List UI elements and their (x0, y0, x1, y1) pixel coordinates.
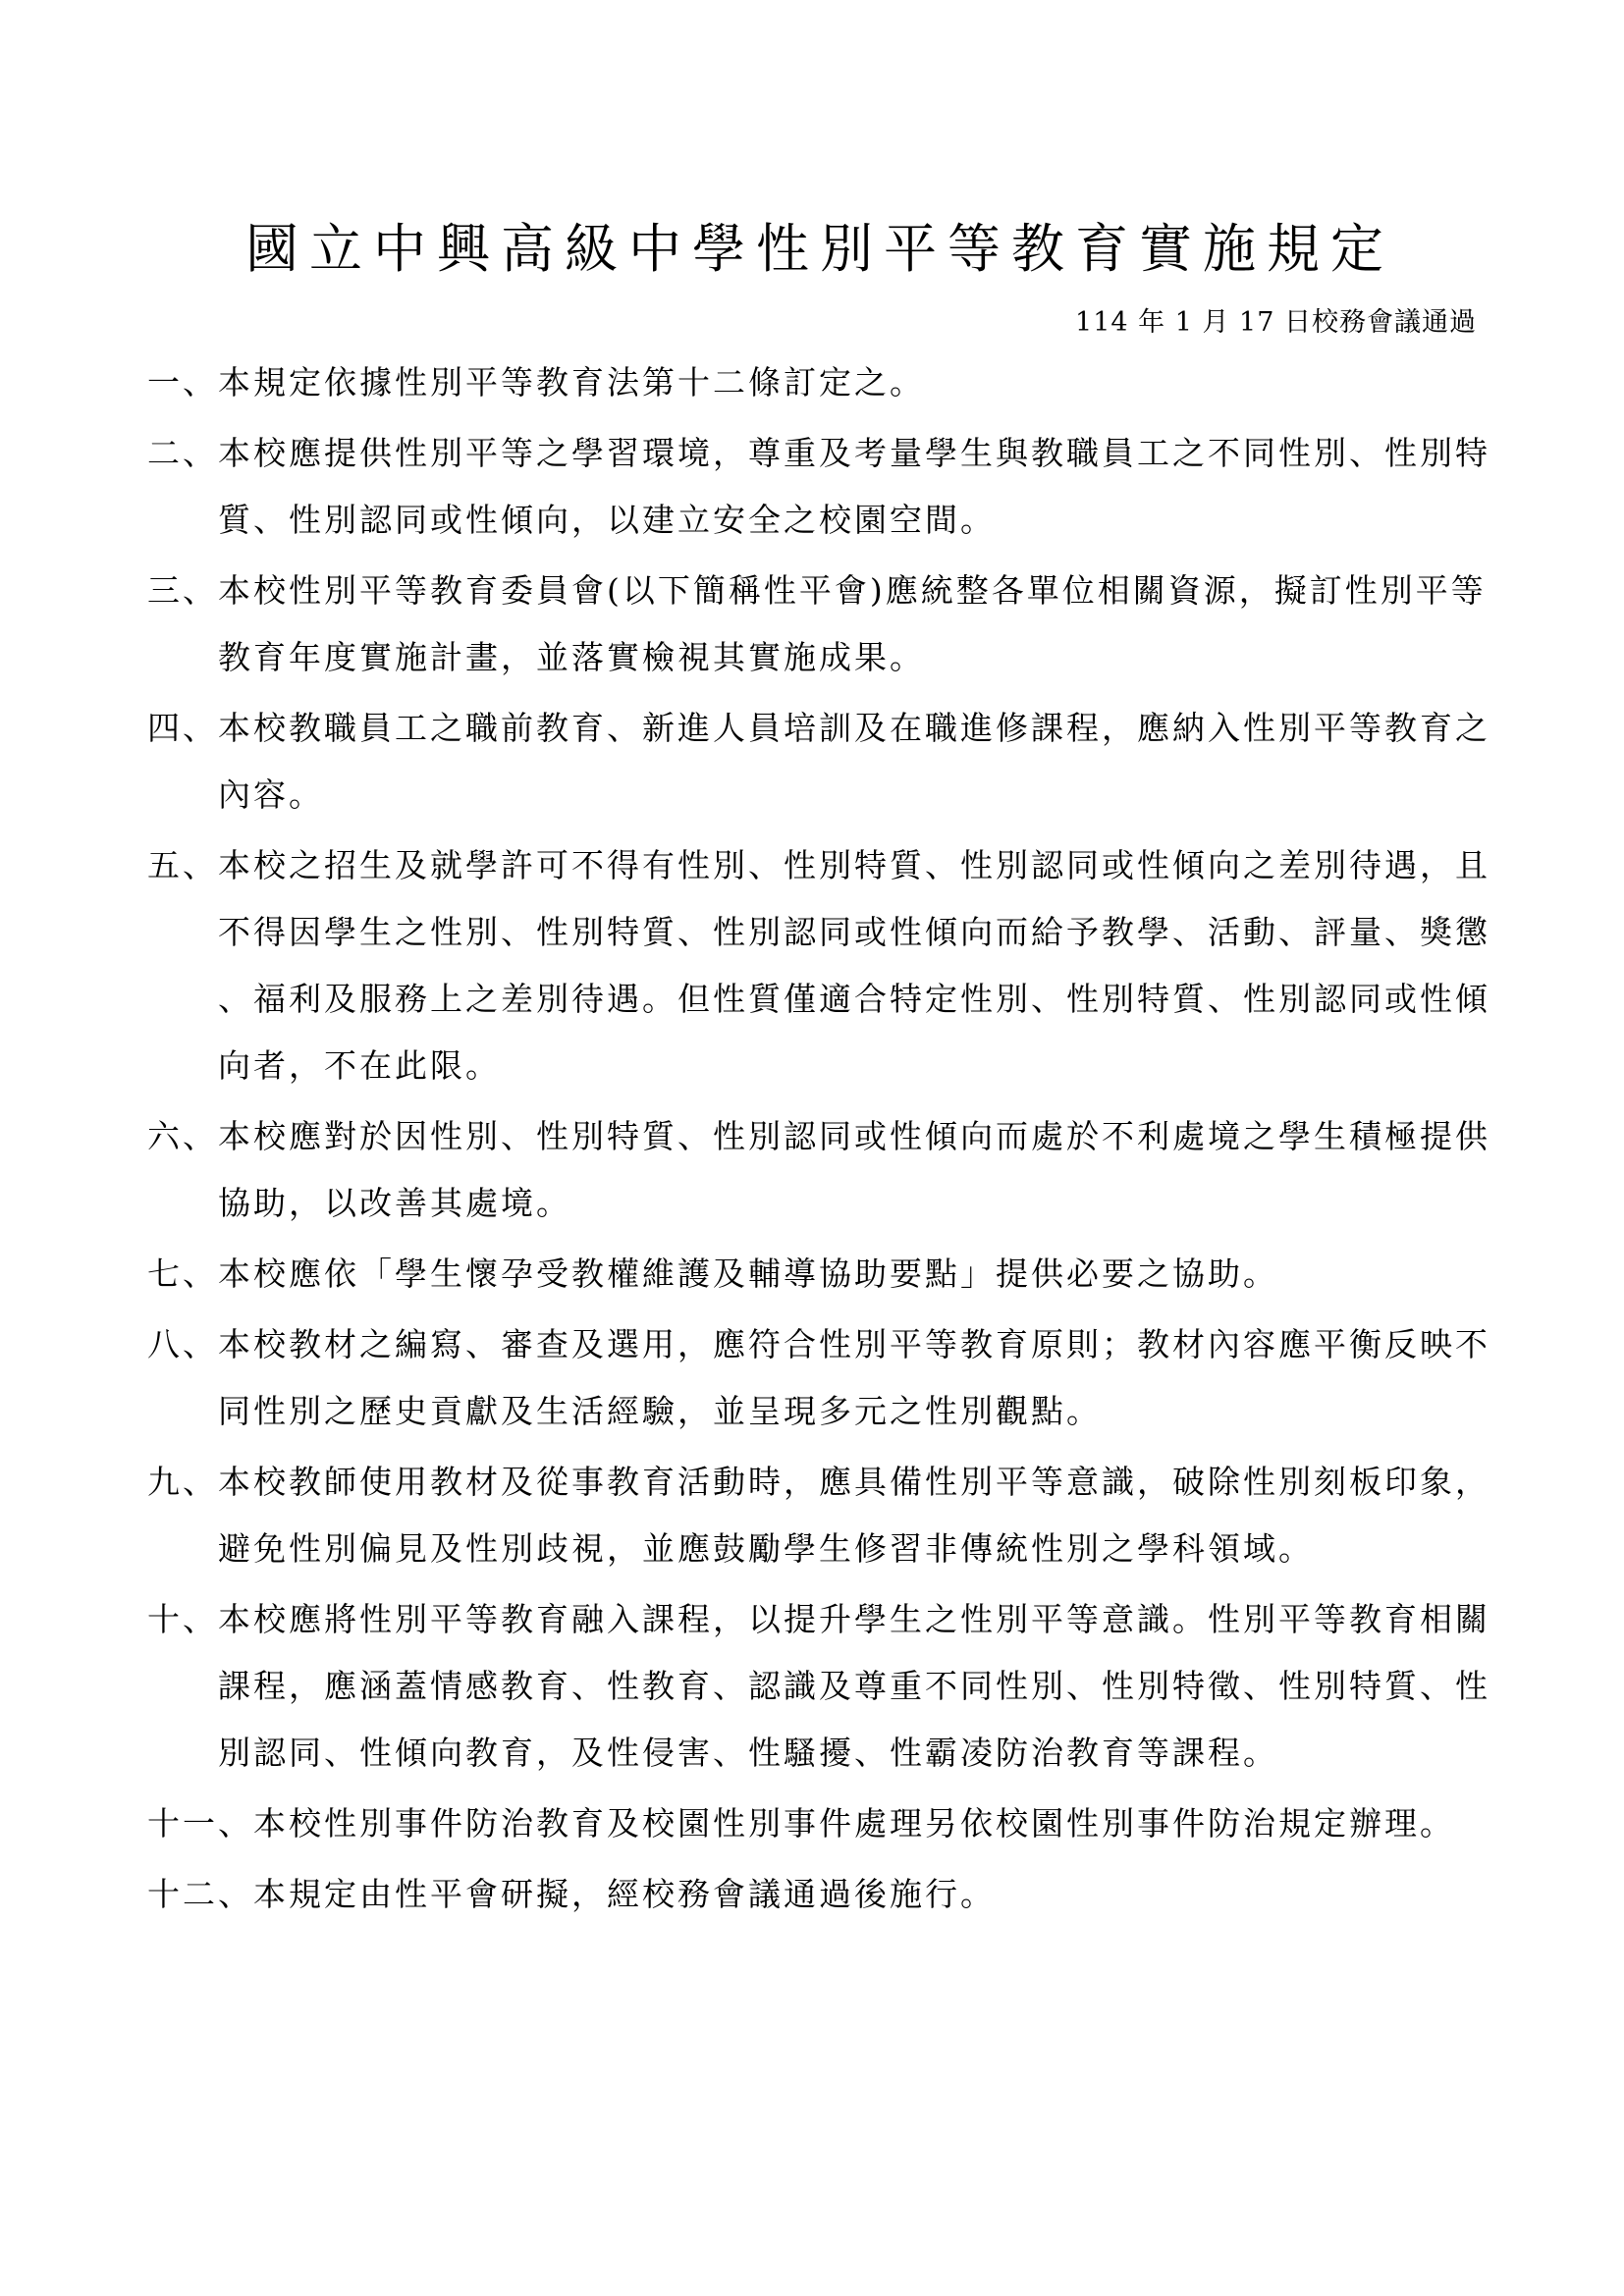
article-text: 本規定依據性別平等教育法第十二條訂定之。 (218, 363, 925, 401)
approval-note: 114 年 1 月 17 日校務會議通過 (1075, 307, 1477, 338)
article-text: 本校教材之編寫、審查及選用，應符合性別平等教育原則；教材內容應平衡反映不同性別之歷史貢獻及生活經驗，並呈現多元之性別觀點。 (218, 1325, 1490, 1430)
article-item (147, 1861, 1512, 1928)
document-title: 國立中興高級中學性別平等教育實施規定 (245, 218, 1394, 280)
article-text: 本校應將性別平等教育融入課程，以提升學生之性別平等意識。性別平等教育相關課程，應涵蓋情感教育、性教育、認識及尊重不同性別、性別特徵、性別特質、性別認同、性傾向教育，及性侵害、性騷擾、性霸凌防治教育等課程。 (218, 1600, 1490, 1772)
article-number: 八、 (147, 1325, 218, 1363)
article-text: 本規定由性平會研擬，經校務會議通過後施行。 (253, 1875, 996, 1913)
article-item (147, 1586, 1512, 1787)
article-text: 本校應提供性別平等之學習環境，尊重及考量學生與教職員工之不同性別、性別特質、性別認同或性傾向，以建立安全之校園空間。 (218, 434, 1490, 539)
article-number: 六、 (147, 1117, 218, 1155)
article-number: 七、 (147, 1255, 218, 1293)
article-text: 本校性別事件防治教育及校園性別事件處理另依校園性別事件防治規定辦理。 (253, 1804, 1455, 1842)
article-number: 三、 (147, 571, 218, 610)
article-text: 本校教師使用教材及從事教育活動時，應具備性別平等意識，破除性別刻板印象，避免性別偏見及性別歧視，並應鼓勵學生修習非傳統性別之學科領域。 (218, 1463, 1490, 1568)
article-list (147, 349, 1512, 1932)
article-text: 本校之招生及就學許可不得有性別、性別特質、性別認同或性傾向之差別待遇，且不得因學生之性別、性別特質、性別認同或性傾向而給予教學、活動、評量、獎懲、福利及服務上之差別待遇。但性質僅適合特定性別、性別特質、性別認同或性傾向者，不在此限。 (218, 846, 1490, 1085)
article-item (147, 558, 1512, 691)
article-number: 九、 (147, 1463, 218, 1501)
article-item (147, 349, 1512, 416)
article-item (147, 1311, 1512, 1445)
article-number: 十一、 (147, 1804, 253, 1842)
article-number: 十、 (147, 1600, 218, 1638)
article-number: 一、 (147, 363, 218, 401)
article-number: 五、 (147, 846, 218, 884)
article-text: 本校教職員工之職前教育、新進人員培訓及在職進修課程，應納入性別平等教育之內容。 (218, 709, 1490, 814)
article-item (147, 1241, 1512, 1308)
article-text: 本校應對於因性別、性別特質、性別認同或性傾向而處於不利處境之學生積極提供協助，以改善其處境。 (218, 1117, 1490, 1222)
article-item (147, 1790, 1512, 1857)
article-number: 十二、 (147, 1875, 253, 1913)
article-text: 本校應依「學生懷孕受教權維護及輔導協助要點」提供必要之協助。 (218, 1255, 1278, 1293)
article-number: 四、 (147, 709, 218, 747)
article-item (147, 1449, 1512, 1582)
article-text: 本校性別平等教育委員會(以下簡稱性平會)應統整各單位相關資源，擬訂性別平等教育年度實施計畫，並落實檢視其實施成果。 (218, 571, 1487, 676)
article-item (147, 420, 1512, 554)
article-number: 二、 (147, 434, 218, 472)
article-item (147, 695, 1512, 828)
article-item (147, 1103, 1512, 1237)
article-item (147, 832, 1512, 1099)
